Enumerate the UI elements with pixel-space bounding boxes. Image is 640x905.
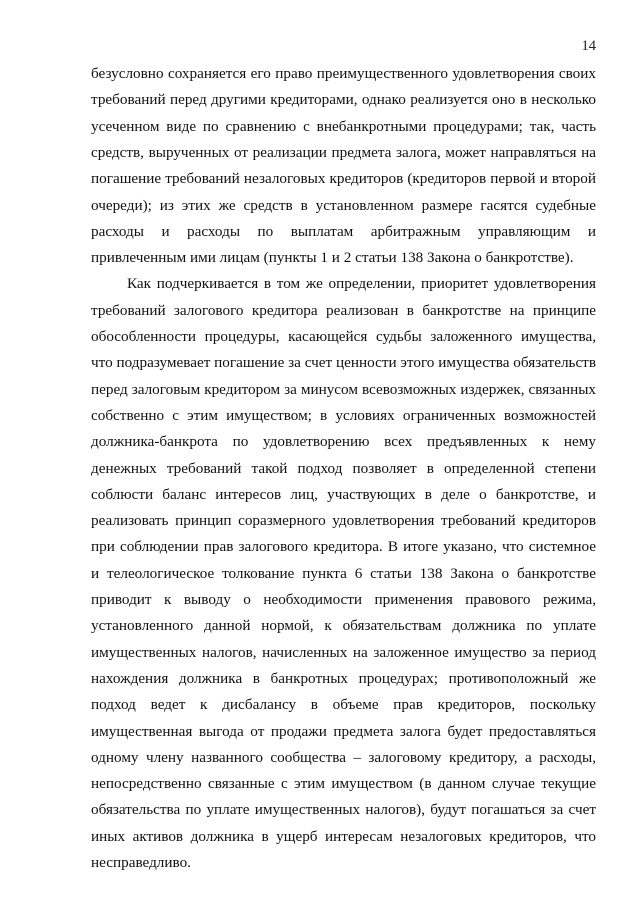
text-line: при соблюдении прав залогового кредитора. В итоге указано, что системное [91,538,596,556]
text-line: реализовать принцип соразмерного удовлетворения требований кредиторов [91,512,596,530]
text-line: расходы и расходы по выплатам арбитражным управляющим и [91,222,596,240]
text-line: непосредственно связанные с этим имуществом (в данном случае текущие [91,775,596,793]
text-line: должника-банкрота по удовлетворению всех предъявленных к нему [91,433,596,451]
text-line: собственно с этим имуществом; в условиях ограниченных возможностей [91,406,596,424]
text-line: что подразумевает погашение за счет ценности этого имущества обязательств [91,354,596,372]
text-line: очереди); из этих же средств в установленном размере гасятся судебные [91,196,596,214]
text-line: денежных требований такой подход позволяет в определенной степени [91,459,596,477]
text-line: установленного данной нормой, к обязательствам должника по уплате [91,617,596,635]
text-line: привлеченным ими лицам (пункты 1 и 2 статьи 138 Закона о банкротстве). [91,249,574,267]
page-number: 14 [581,38,596,54]
text-line: требований залогового кредитора реализован в банкротстве на принципе [91,301,596,319]
text-line: одному члену названного сообщества – залоговому кредитору, а расходы, [91,748,596,766]
text-line: усеченном виде по сравнению с внебанкротными процедурами; так, часть [91,117,596,135]
text-line: имущественных налогов, начисленных на заложенное имущество за период [91,643,596,661]
text-line: погашение требований незалоговых кредиторов (кредиторов первой и второй [91,170,596,188]
text-line: соблюсти баланс интересов лиц, участвующих в деле о банкротстве, и [91,485,596,503]
text-line: Как подчеркивается в том же определении, приоритет удовлетворения [127,275,596,293]
text-line: обязательства по уплате имущественных налогов), будут погашаться за счет [91,801,596,819]
text-line: перед залоговым кредитором за минусом всевозможных издержек, связанных [91,380,596,398]
text-line: имущественная выгода от продажи предмета залога будет предоставляться [91,722,596,740]
text-line: нахождения должника в банкротных процедурах; противоположный же [91,669,596,687]
text-line: подход ведет к дисбалансу в объеме прав кредиторов, поскольку [91,696,596,714]
text-line: требований перед другими кредиторами, однако реализуется оно в несколько [91,91,596,109]
text-line: несправедливо. [91,854,191,871]
text-line: и телеологическое толкование пункта 6 статьи 138 Закона о банкротстве [91,564,596,582]
text-line: обособленности процедуры, касающейся судьбы заложенного имущества, [91,328,596,345]
text-line: безусловно сохраняется его право преимущественного удовлетворения своих [91,65,596,82]
text-line: средств, вырученных от реализации предмета залога, может направляться на [91,143,596,161]
text-line: иных активов должника в ущерб интересам незалоговых кредиторов, что [91,827,596,845]
text-line: приводит к выводу о необходимости применения правового режима, [91,591,596,608]
